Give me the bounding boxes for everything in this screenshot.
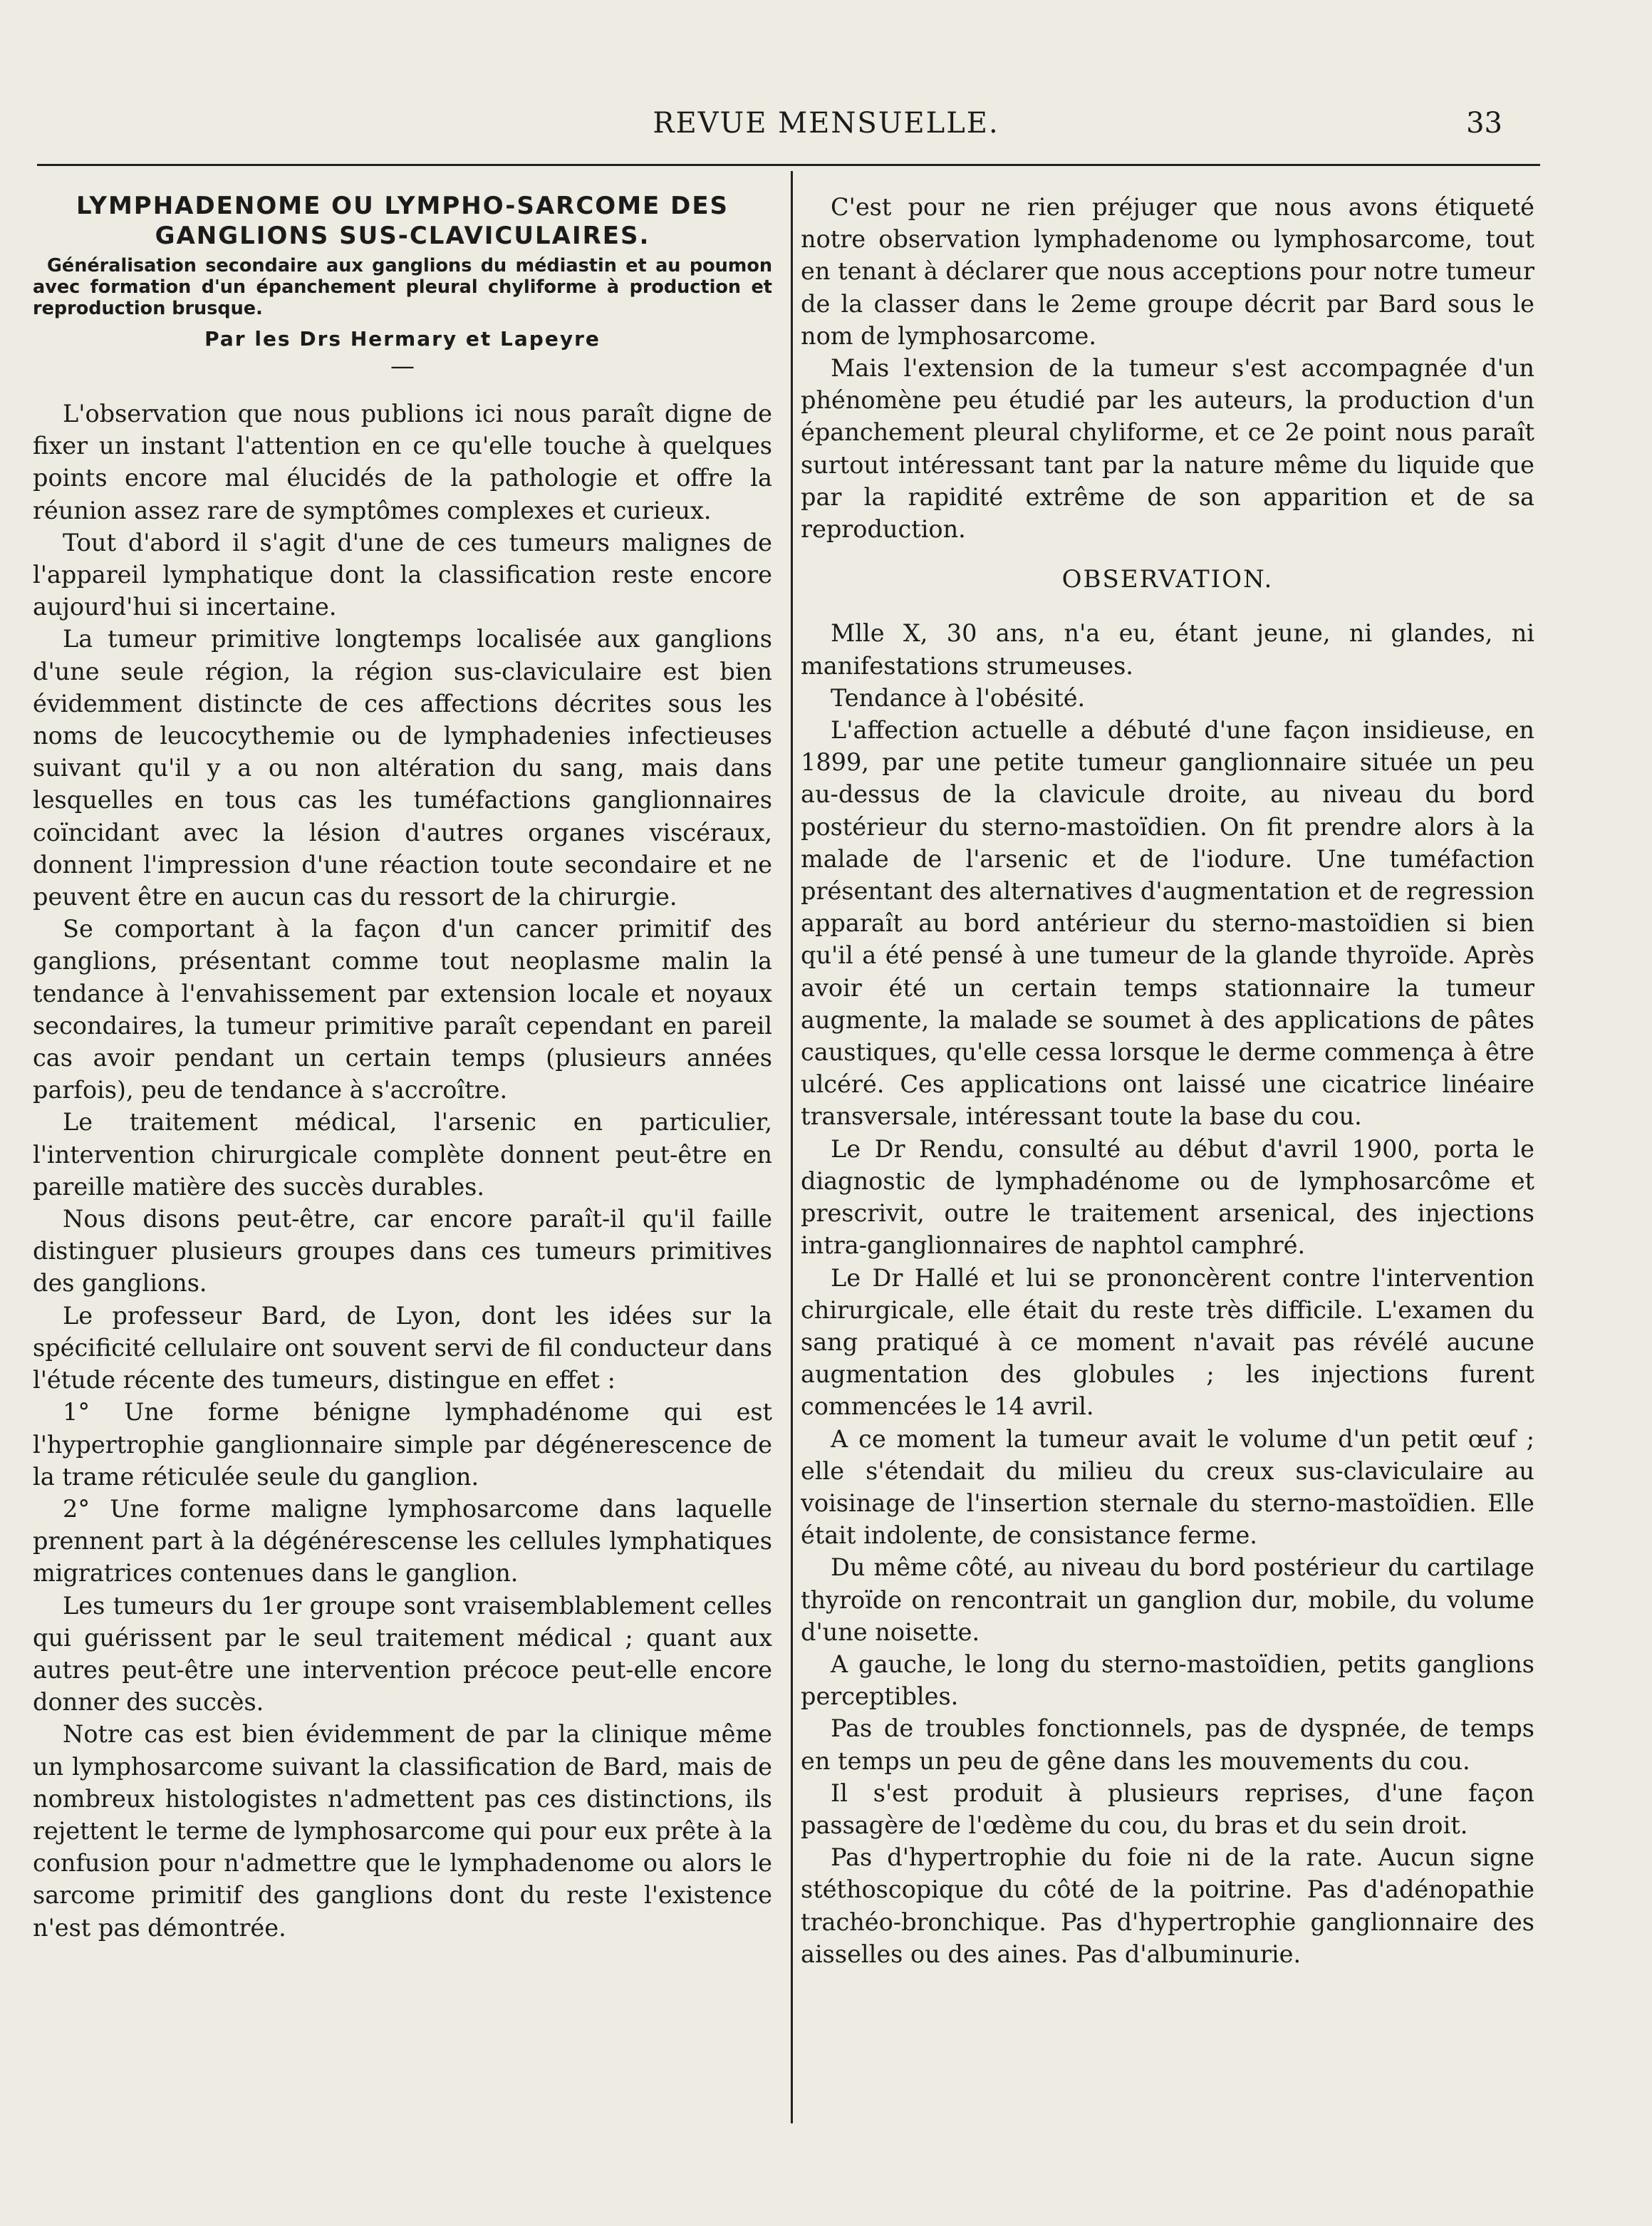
paragraph: Le professeur Bard, de Lyon, dont les idées sur la spécificité cellulaire ont souvent servi de fil conducteur dans l'étude récente des tumeurs, distingue en effet : [33,1301,772,1394]
paragraph: 2° Une forme maligne lymphosarcome dans laquelle prennent part à la dégénérescense les cellules lymphatiques migratrices contenues dans le ganglion. [33,1494,772,1588]
paragraph: Le traitement médical, l'arsenic en particulier, l'intervention chirurgicale complète donnent peut-être en pareille matière des succès durables. [33,1108,772,1201]
paragraph: C'est pour ne rien préjuger que nous avons étiqueté notre observation lymphadenome ou lymphosarcome, tout en tenant à déclarer que nous acceptions pour notre tumeur de la classer dans le 2eme groupe décrit par Bard sous le nom de lymphosarcome. [801,193,1534,350]
separator: — [390,352,415,381]
paragraph: A ce moment la tumeur avait le volume d'un petit œuf ; elle s'étendait du milieu du creux sus-claviculaire au voisinage de l'insertion sternale du sterno-mastoïdien. Elle était indolente, de consistance ferme. [801,1424,1534,1550]
paragraph: L'affection actuelle a débuté d'une façon insidieuse, en 1899, par une petite tumeur ganglionnaire située un peu au-dessus de la clavicule droite, au niveau du bord postérieur du sterno-mastoïdien. On fit prendre alors à la malade de l'arsenic et de l'iodure. Une tuméfaction présentant des alternatives d'augmentation et de regression apparaît au bord antérieur du sterno-mastoïdien si bien qu'il a été pensé à une tumeur de la glande thyroïde. Après avoir été un certain temps stationnaire la tumeur augmente, la malade se soumet à des applications de pâtes caustiques, qu'elle cessa lorsque le derme commença à être ulcéré. Ces applications ont laissé une cicatrice linéaire transversale, intéressant toute la base du cou. [801,716,1534,1131]
article-title: LYMPHADENOME OU LYMPHO-SARCOME DES GANGLIONS SUS-CLAVICULAIRES. [76,192,729,250]
byline: Par les Drs Hermary et Lapeyre [204,327,601,351]
right-column [801,191,1534,1970]
paragraph: Il s'est produit à plusieurs reprises, d'une façon passagère de l'œdème du cou, du bras et du sein droit. [801,1779,1534,1839]
header-rule [37,164,1540,166]
paragraph: Le Dr Hallé et lui se prononcèrent contre l'intervention chirurgicale, elle était du reste très difficile. L'examen du sang pratiqué à ce moment n'avait pas révélé aucune augmentation des globules ; les injections furent commencées le 14 avril. [801,1263,1534,1421]
paragraph: Nous disons peut-être, car encore paraît-il qu'il faille distinguer plusieurs groupes dans ces tumeurs primitives des ganglions. [33,1205,772,1298]
observation-heading: OBSERVATION. [1061,565,1274,594]
paragraph: Tout d'abord il s'agit d'une de ces tumeurs malignes de l'appareil lymphatique dont la classification reste encore aujourd'hui si incertaine. [33,528,772,621]
paragraph: Pas d'hypertrophie du foie ni de la rate. Aucun signe stéthoscopique du côté de la poitrine. Pas d'adénopathie trachéo-bronchique. Pas d'hypertrophie ganglionnaire des aisselles ou des aines. Pas d'albuminurie. [801,1843,1534,1968]
paragraph: Se comportant à la façon d'un cancer primitif des ganglions, présentant comme tout neoplasme malin la tendance à l'envahissement par extension locale et noyaux secondaires, la tumeur primitive paraît cependant en pareil cas avoir pendant un certain temps (plusieurs années parfois), peu de tendance à s'accroître. [33,915,772,1104]
paragraph: Mlle X, 30 ans, n'a eu, étant jeune, ni glandes, ni manifestations strumeuses. [801,619,1534,680]
paragraph: Le Dr Rendu, consulté au début d'avril 1900, porta le diagnostic de lymphadénome ou de lymphosarcôme et prescrivit, outre le traitement arsenical, des injections intra-ganglionnaires de naphtol camphré. [801,1134,1534,1260]
paragraph: Mais l'extension de la tumeur s'est accompagnée d'un phénomène peu étudié par les auteurs, la production d'un épanchement pleural chyliforme, et ce 2e point nous paraît surtout intéressant tant par la nature même du liquide que par la rapidité extrême de son apparition et de sa reproduction. [801,354,1534,544]
paragraph: Tendance à l'obésité. [831,683,1086,712]
paragraph: L'observation que nous publions ici nous paraît digne de fixer un instant l'attention en ce qu'elle touche à quelques points encore mal élucidés de la pathologie et offre la réunion assez rare de symptômes complexes et curieux. [33,400,772,524]
column-divider [791,171,793,2123]
left-column [33,191,772,1944]
paragraph: Du même côté, au niveau du bord postérieur du cartilage thyroïde on rencontrait un ganglion dur, mobile, du volume d'une noisette. [801,1553,1534,1646]
running-title: REVUE MENSUELLE. [653,107,999,140]
paragraph: 1° Une forme bénigne lymphadénome qui est l'hypertrophie ganglionnaire simple par dégénerescence de la trame réticulée seule du ganglion. [33,1398,772,1491]
paragraph: Pas de troubles fonctionnels, pas de dyspnée, de temps en temps un peu de gêne dans les mouvements du cou. [801,1714,1534,1775]
paragraph: A gauche, le long du sterno-mastoïdien, petits ganglions perceptibles. [801,1650,1534,1711]
paragraph: Les tumeurs du 1er groupe sont vraisemblablement celles qui guérissent par le seul traitement médical ; quant aux autres peut-être une intervention précoce peut-elle encore donner des succès. [33,1591,772,1717]
article-subtitle: Généralisation secondaire aux ganglions du médiastin et au poumon avec formation d'un épanchement pleural chyliforme à production et reproduction brusque. [33,255,772,319]
paragraph: La tumeur primitive longtemps localisée aux ganglions d'une seule région, la région sus-claviculaire est bien évidemment distincte de ces affections décrites sous les noms de leucocythemie ou de lymphadenies infectieuses suivant qu'il y a ou non altération du sang, mais dans lesquelles en tous cas les tuméfactions ganglionnaires coïncidant avec la lésion d'autres organes viscéraux, donnent l'impression d'une réaction toute secondaire et ne peuvent être en aucun cas du ressort de la chirurgie. [33,625,772,911]
paragraph: Notre cas est bien évidemment de par la clinique même un lymphosarcome suivant la classification de Bard, mais de nombreux histologistes n'admettent pas ces distinctions, ils rejettent le terme de lymphosarcome qui pour eux prête à la confusion pour n'admettre que le lymphadenome ou alors le sarcome primitif des ganglions dont du reste l'existence n'est pas démontrée. [33,1720,772,1942]
page-number: 33 [1466,107,1502,140]
